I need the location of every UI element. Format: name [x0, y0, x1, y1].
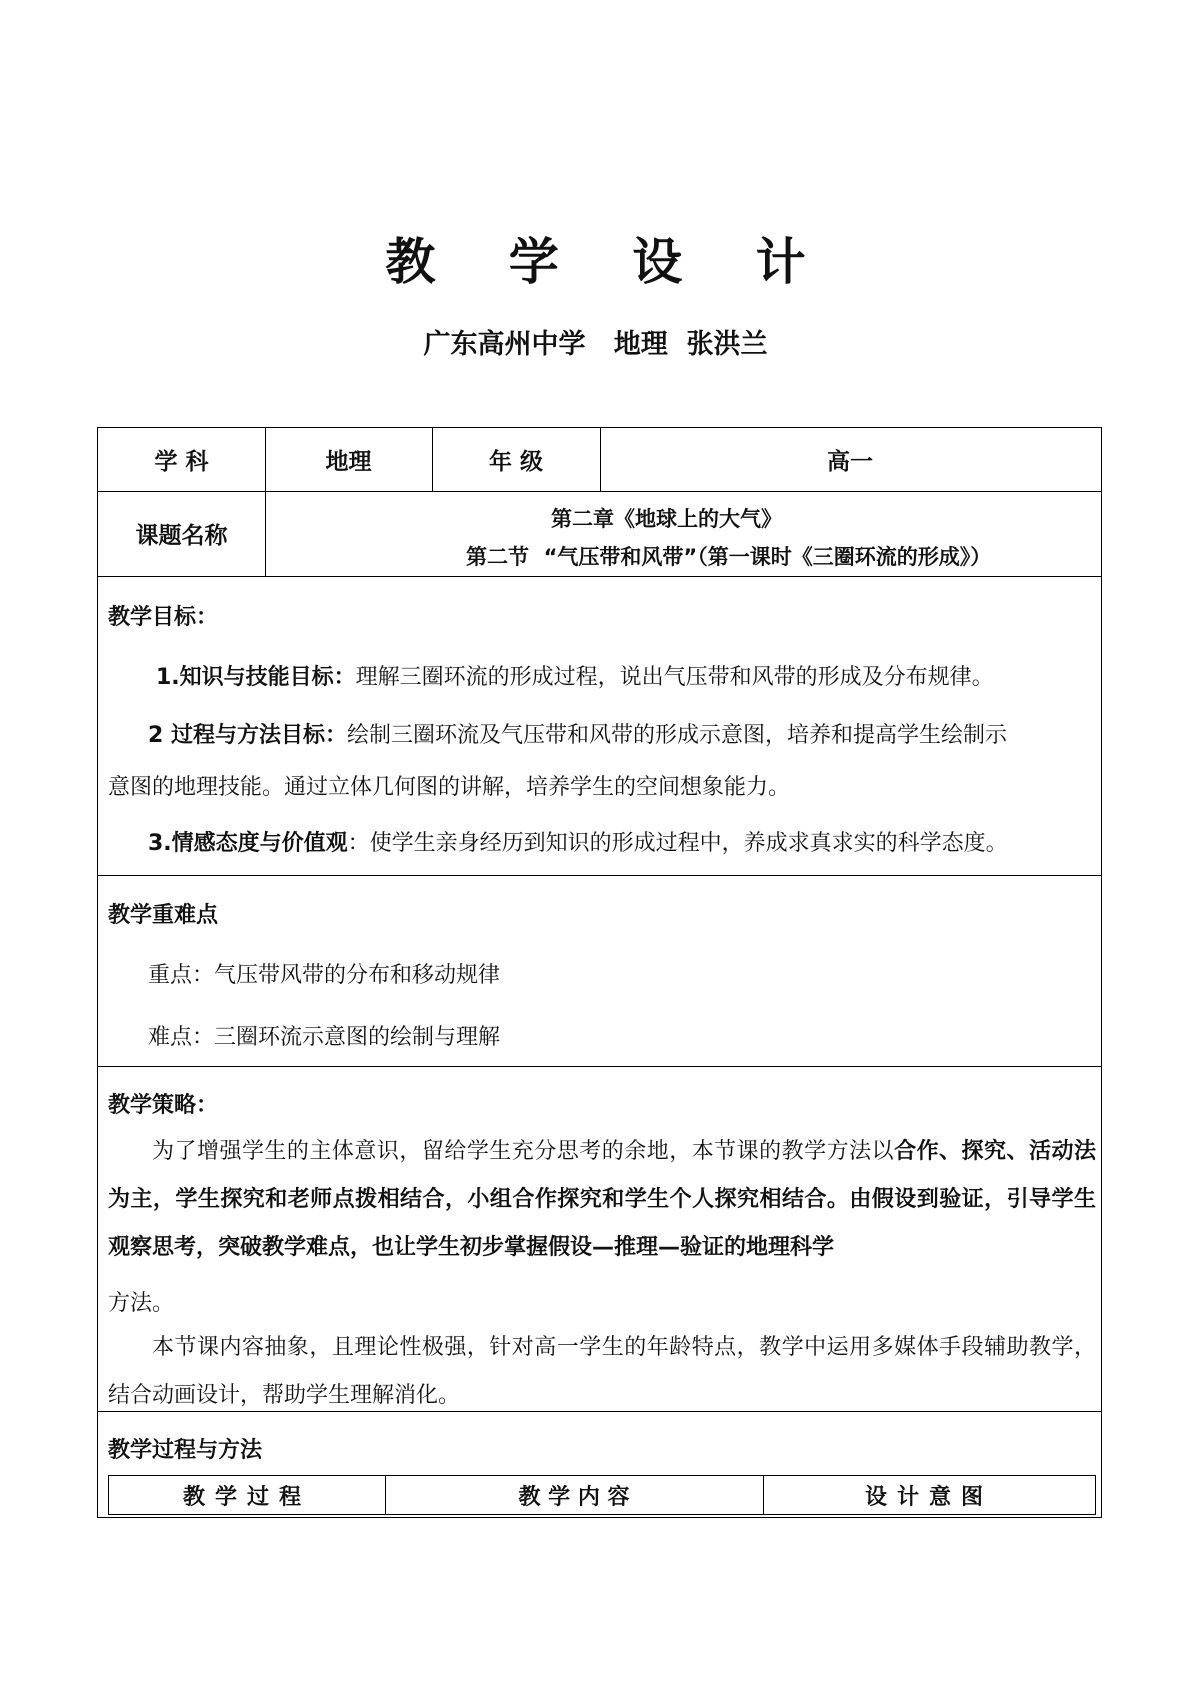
process-col-intent: 设计意图 — [864, 1484, 993, 1510]
difficult-point — [148, 1020, 500, 1051]
key-point — [148, 958, 500, 989]
row-divider — [98, 875, 1101, 876]
row-divider — [98, 1066, 1101, 1067]
objective-process-text: 绘制三圈环流及气压带和风带的形成示意图，培养和提高学生绘制示 — [346, 723, 1007, 748]
difficult-point-text: 三圈环流示意图的绘制与理解 — [214, 1025, 501, 1050]
strategy-heading: 教学策略： — [108, 1093, 219, 1118]
grade-label: 年 级 — [488, 449, 543, 475]
objective-knowledge — [156, 660, 994, 691]
strategy-paragraph-1 — [108, 1128, 1096, 1272]
process-heading: 教学过程与方法 — [108, 1438, 263, 1463]
strategy-p1-end: 方法。 — [108, 1291, 175, 1316]
strategy-p1-normal: 为了增强学生的主体意识，留给学生充分思考的余地，本节课的教学方法以 — [152, 1139, 895, 1164]
objective-process-continued: 意图的地理技能。通过立体几何图的讲解，培养学生的空间想象能力。 — [108, 775, 791, 800]
objectives-heading: 教学目标： — [108, 605, 219, 630]
subject-value: 地理 — [325, 449, 372, 475]
objective-attitude-label: 3.情感态度与价值观 — [148, 831, 348, 856]
key-point-label: 重点： — [148, 963, 215, 988]
objective-knowledge-text: 理解三圈环流的形成过程，说出气压带和风带的形成及分布规律。 — [355, 665, 994, 690]
difficult-point-label: 难点： — [148, 1025, 215, 1050]
topic-chapter: 第二章《地球上的大气》 — [551, 507, 782, 531]
strategy-p1-bold: 合作、探究、活动法为主，学生探究和老师点拨相结合，小组合作探究和学生个人探究相结合。由假设到验证，引导学生观察思考，突破教学难点，也让学生初步掌握假设—推理—验证的地理科学 — [108, 1139, 1096, 1260]
document-title: 教 学 设 计 — [385, 232, 834, 291]
objective-process — [148, 718, 1007, 749]
objective-attitude-text: ：使学生亲身经历到知识的形成过程中，养成求真求实的科学态度。 — [347, 831, 1008, 856]
topic-label: 课题名称 — [135, 523, 228, 549]
objective-attitude — [148, 826, 1008, 857]
topic-section: 第二节 “气压带和风带”（第一课时《三圈环流的形成》） — [466, 545, 992, 569]
process-col-content: 教 学 内 容 — [518, 1484, 630, 1510]
strategy-paragraph-2: 本节课内容抽象，且理论性极强，针对高一学生的年龄特点，教学中运用多媒体手段辅助教学，结合动画设计，帮助学生理解消化。 — [108, 1335, 1096, 1408]
objective-process-label: 2 过程与方法目标： — [148, 723, 347, 748]
subject-label: 学 科 — [154, 449, 209, 475]
document-subtitle: 广东高州中学 地理 张洪兰 — [423, 329, 768, 360]
process-col-stage: 教学过程 — [182, 1484, 311, 1510]
objective-knowledge-label: 1.知识与技能目标： — [156, 665, 356, 690]
process-table-header — [108, 1475, 1096, 1515]
row-divider — [98, 576, 1101, 577]
keypoints-heading: 教学重难点 — [108, 903, 219, 928]
lesson-plan-form — [97, 427, 1102, 1518]
key-point-text: 气压带风带的分布和移动规律 — [214, 963, 501, 988]
grade-value: 高一 — [827, 449, 873, 475]
